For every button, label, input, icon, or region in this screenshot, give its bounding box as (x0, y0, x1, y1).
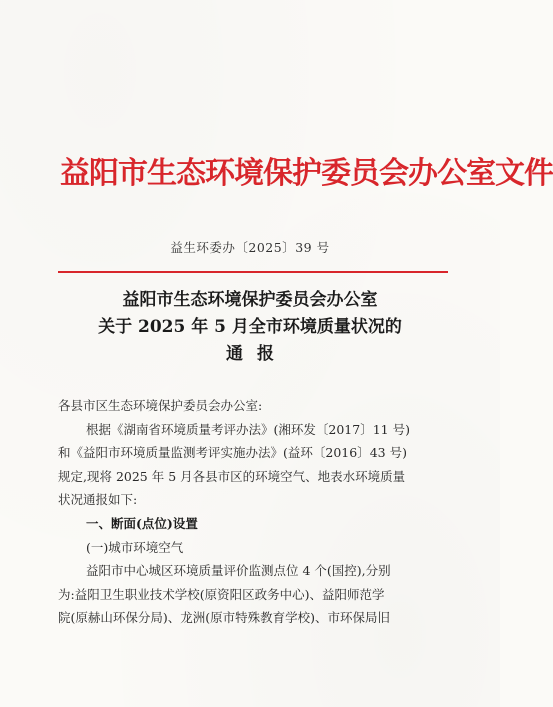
document-number: 益生环委办〔2025〕39 号 (170, 240, 330, 255)
paragraph-1-line-1: 根据《湖南省环境质量考评办法》(湘环发〔2017〕11 号) (86, 421, 410, 437)
salutation: 各县市区生态环境保护委员会办公室: (58, 398, 263, 413)
issuing-organization-header: 益阳市生态环境保护委员会办公室文件 (60, 156, 553, 191)
subsection-heading-1: (一)城市环境空气 (86, 539, 184, 555)
paragraph-2-line-2: 为:益阳卫生职业技术学校(原资阳区政务中心)、益阳师范学 (58, 586, 385, 602)
paragraph-1-line-4: 状况通报如下: (58, 492, 138, 508)
paragraph-1-line-2: 和《益阳市环境质量监测考评实施办法》(益环〔2016〕43 号) (58, 445, 407, 461)
paragraph-2-line-1: 益阳市中心城区环境质量评价监测点位 4 个(国控),分别 (86, 563, 391, 579)
paragraph-1-line-3: 规定,现将 2025 年 5 月各县市区的环境空气、地表水环境质量 (58, 468, 406, 484)
title-line-1: 益阳市生态环境保护委员会办公室 (122, 290, 378, 310)
title-line-3: 通报 (226, 344, 288, 364)
title-line-2: 关于 2025 年 5 月全市环境质量状况的 (98, 317, 402, 337)
document-body (58, 394, 450, 630)
section-heading-1: 一、断面(点位)设置 (86, 515, 198, 531)
document-title (0, 287, 500, 368)
paragraph-2-line-3: 院(原赫山环保分局)、龙洲(原市特殊教育学校)、市环保局旧 (58, 610, 391, 626)
red-separator-rule (58, 271, 448, 273)
